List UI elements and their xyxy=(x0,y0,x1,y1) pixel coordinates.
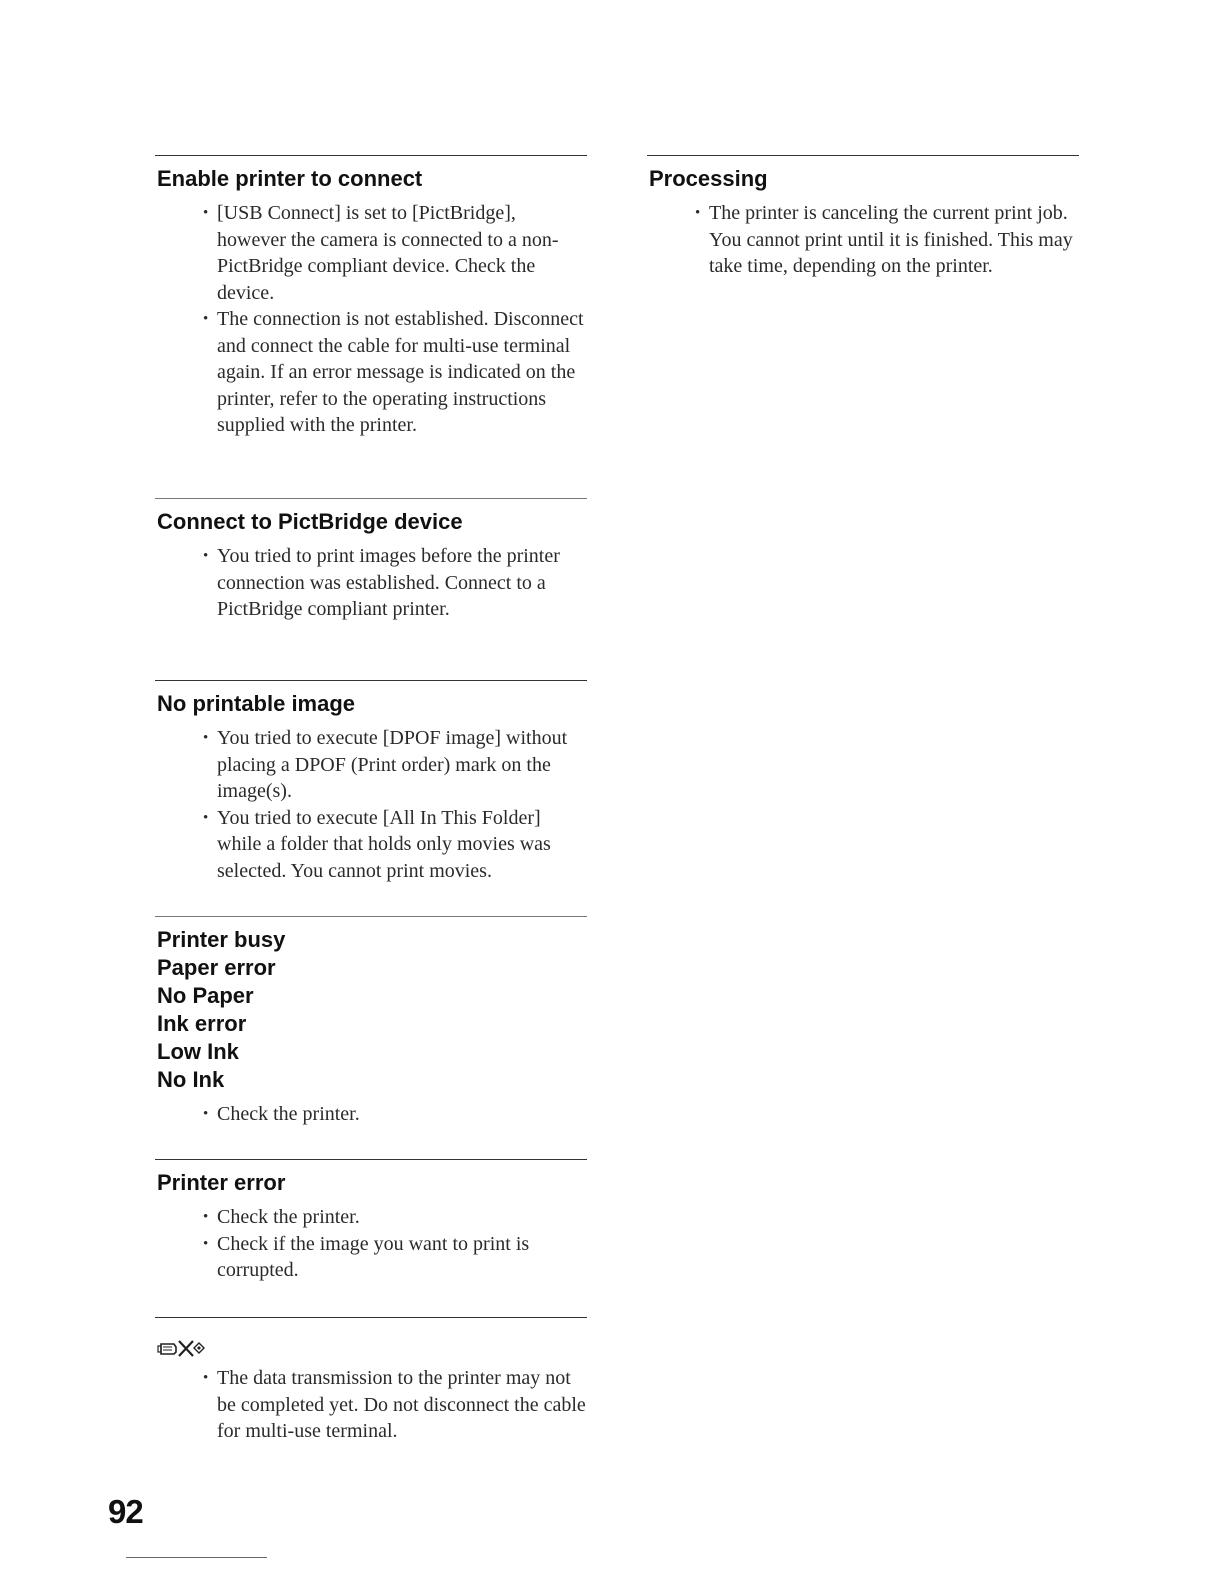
bullet-list xyxy=(647,200,1079,280)
bullet-item: • You tried to execute [All In This Folder] while a folder that holds only movies was selected. You cannot print movies. xyxy=(203,805,587,885)
bullet-list xyxy=(155,200,587,439)
bullet-item: • You tried to print images before the printer connection was established. Connect to a PictBridge compliant printer. xyxy=(203,543,587,623)
bullet-item: • Check the printer. xyxy=(203,1101,587,1128)
section-title: Enable printer to connect xyxy=(157,166,423,191)
footer-rule xyxy=(126,1557,267,1558)
bullet-item: • [USB Connect] is set to [PictBridge], however the camera is connected to a non-PictBridge compliant device. Check the device. xyxy=(203,200,587,306)
right-column xyxy=(647,155,1079,280)
section-title: Connect to PictBridge device xyxy=(157,509,463,534)
bullet-item: • The connection is not established. Disconnect and connect the cable for multi-use terminal again. If an error message is indicated on the printer, refer to the operating instructions supplied with the printer. xyxy=(203,306,587,439)
section-title: Printer error xyxy=(157,1170,286,1195)
section-title: No printable image xyxy=(157,691,356,716)
section-connect-pictbridge xyxy=(155,498,587,680)
status-title-no-ink: No Ink xyxy=(157,1067,225,1092)
bullet-list xyxy=(155,543,587,623)
pictbridge-transfer-icon xyxy=(157,1337,207,1359)
status-title-paper-error: Paper error xyxy=(157,955,276,980)
status-title-printer-busy: Printer busy xyxy=(157,927,286,952)
status-title-no-paper: No Paper xyxy=(157,983,254,1008)
bullet-list xyxy=(155,1365,587,1445)
bullet-item: • The data transmission to the printer may not be completed yet. Do not disconnect the cable for multi-use terminal. xyxy=(203,1365,587,1445)
section-printer-status xyxy=(155,916,587,1159)
bullet-item: • Check the printer. xyxy=(203,1204,587,1231)
left-column xyxy=(155,155,587,1445)
status-title-low-ink: Low Ink xyxy=(157,1039,239,1064)
bullet-item: • Check if the image you want to print is corrupted. xyxy=(203,1231,587,1284)
section-enable-printer xyxy=(155,155,587,498)
bullet-list xyxy=(155,1204,587,1284)
bullet-item: • You tried to execute [DPOF image] without placing a DPOF (Print order) mark on the image(s). xyxy=(203,725,587,805)
section-printer-error xyxy=(155,1159,587,1317)
status-title-stack xyxy=(155,926,587,1094)
section-no-printable-image xyxy=(155,680,587,916)
section-transfer-icon xyxy=(155,1317,587,1445)
bullet-item: • The printer is canceling the current print job. You cannot print until it is finished. This may take time, depending on the printer. xyxy=(695,200,1079,280)
section-title: Processing xyxy=(649,166,768,191)
section-processing xyxy=(647,155,1079,280)
status-title-ink-error: Ink error xyxy=(157,1011,247,1036)
bullet-list xyxy=(155,1101,587,1128)
bullet-list xyxy=(155,725,587,884)
page-number: 92 xyxy=(108,1493,143,1530)
